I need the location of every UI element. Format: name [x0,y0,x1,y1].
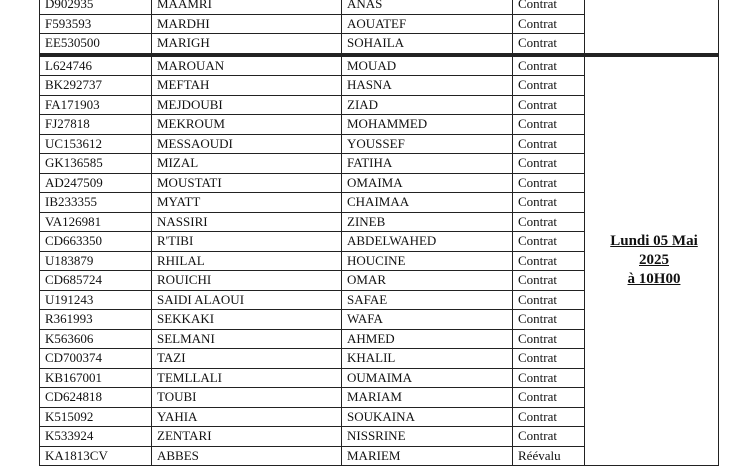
id-cell: CD624818 [40,388,152,408]
contract-type-cell: Contrat [513,271,585,291]
id-cell: BK292737 [40,76,152,96]
id-cell: VA126981 [40,212,152,232]
last-name-cell: MYATT [152,193,342,213]
first-name-cell: WAFA [342,310,513,330]
contract-type-cell: Contrat [513,388,585,408]
first-name-cell: ABDELWAHED [342,232,513,252]
first-name-cell: MOHAMMED [342,115,513,135]
last-name-cell: MEKROUM [152,115,342,135]
contract-type-cell: Contrat [513,14,585,34]
session-cell-empty [585,0,719,55]
id-cell: FA171903 [40,95,152,115]
first-name-cell: SOUKAINA [342,407,513,427]
id-cell: K533924 [40,427,152,447]
first-name-cell: HOUCINE [342,251,513,271]
first-name-cell: OMAR [342,271,513,291]
id-cell: FJ27818 [40,115,152,135]
first-name-cell: SOHAILA [342,34,513,55]
contract-type-cell: Contrat [513,134,585,154]
last-name-cell: TEMLLALI [152,368,342,388]
first-name-cell: KHALIL [342,349,513,369]
id-cell: U191243 [40,290,152,310]
last-name-cell: R'TIBI [152,232,342,252]
first-name-cell: ANAS [342,0,513,14]
contract-type-cell: Contrat [513,95,585,115]
id-cell: UC153612 [40,134,152,154]
contract-type-cell: Contrat [513,251,585,271]
first-name-cell: OUMAIMA [342,368,513,388]
last-name-cell: MARDHI [152,14,342,34]
contract-type-cell: Contrat [513,212,585,232]
session-date-cell [585,55,719,466]
table-row [40,55,719,76]
last-name-cell: SELMANI [152,329,342,349]
contract-type-cell: Contrat [513,193,585,213]
contract-type-cell: Contrat [513,232,585,252]
id-cell: U183879 [40,251,152,271]
last-name-cell: ROUICHI [152,271,342,291]
first-name-cell: NISSRINE [342,427,513,447]
last-name-cell: YAHIA [152,407,342,427]
id-cell: KB167001 [40,368,152,388]
first-name-cell: ZINEB [342,212,513,232]
id-cell: CD685724 [40,271,152,291]
first-name-cell: AOUATEF [342,14,513,34]
session-date-line2: 2025 [639,252,669,269]
first-name-cell: SAFAE [342,290,513,310]
last-name-cell: ZENTARI [152,427,342,447]
first-name-cell: YOUSSEF [342,134,513,154]
last-name-cell: MOUSTATI [152,173,342,193]
id-cell: KA1813CV [40,446,152,466]
first-name-cell: OMAIMA [342,173,513,193]
first-name-cell: ZIAD [342,95,513,115]
contract-type-cell: Contrat [513,55,585,76]
contract-type-cell: Contrat [513,290,585,310]
contract-type-cell: Réévalu [513,446,585,466]
first-name-cell: MARIAM [342,388,513,408]
first-name-cell: HASNA [342,76,513,96]
contract-type-cell: Contrat [513,368,585,388]
contract-type-cell: Contrat [513,154,585,174]
last-name-cell: MEJDOUBI [152,95,342,115]
last-name-cell: SAIDI ALAOUI [152,290,342,310]
session-date-line3: à 10H00 [627,271,681,288]
id-cell: D902935 [40,0,152,14]
id-cell: CD663350 [40,232,152,252]
id-cell: L624746 [40,55,152,76]
last-name-cell: MIZAL [152,154,342,174]
last-name-cell: SEKKAKI [152,310,342,330]
last-name-cell: MAAMRI [152,0,342,14]
candidate-table [39,0,719,466]
id-cell: F593593 [40,14,152,34]
contract-type-cell: Contrat [513,34,585,55]
candidate-table-body [40,0,719,466]
id-cell: K563606 [40,329,152,349]
contract-type-cell: Contrat [513,407,585,427]
id-cell: K515092 [40,407,152,427]
last-name-cell: NASSIRI [152,212,342,232]
contract-type-cell: Contrat [513,427,585,447]
id-cell: R361993 [40,310,152,330]
id-cell: AD247509 [40,173,152,193]
contract-type-cell: Contrat [513,329,585,349]
first-name-cell: CHAIMAA [342,193,513,213]
last-name-cell: MEFTAH [152,76,342,96]
id-cell: CD700374 [40,349,152,369]
last-name-cell: MESSAOUDI [152,134,342,154]
first-name-cell: MARIEM [342,446,513,466]
id-cell: EE530500 [40,34,152,55]
contract-type-cell: Contrat [513,0,585,14]
last-name-cell: ABBES [152,446,342,466]
contract-type-cell: Contrat [513,115,585,135]
last-name-cell: RHILAL [152,251,342,271]
contract-type-cell: Contrat [513,310,585,330]
first-name-cell: AHMED [342,329,513,349]
first-name-cell: MOUAD [342,55,513,76]
last-name-cell: MARIGH [152,34,342,55]
id-cell: IB233355 [40,193,152,213]
last-name-cell: TOUBI [152,388,342,408]
table-row [40,0,719,14]
contract-type-cell: Contrat [513,76,585,96]
last-name-cell: MAROUAN [152,55,342,76]
session-date-line1: Lundi 05 Mai [610,233,698,250]
contract-type-cell: Contrat [513,349,585,369]
first-name-cell: FATIHA [342,154,513,174]
contract-type-cell: Contrat [513,173,585,193]
id-cell: GK136585 [40,154,152,174]
last-name-cell: TAZI [152,349,342,369]
